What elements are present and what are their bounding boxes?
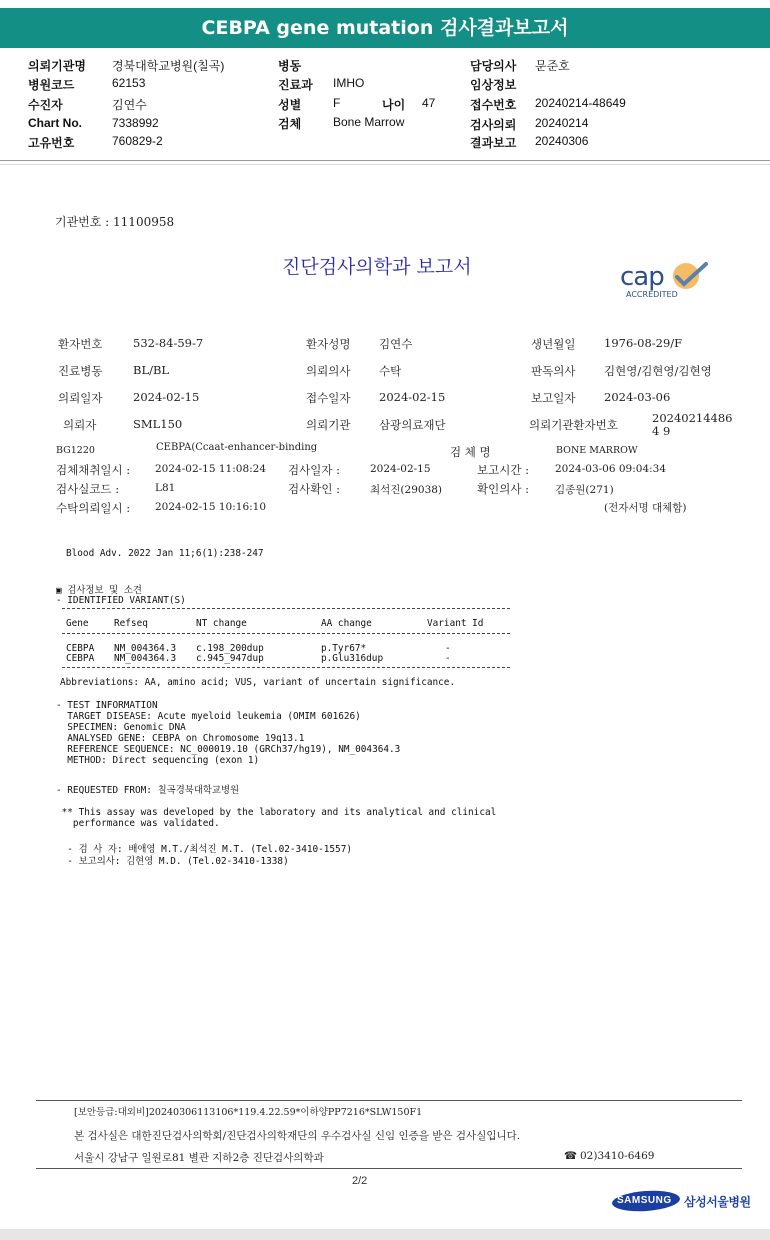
time-value: 2024-02-15 11:08:24 <box>155 463 267 475</box>
cell-aa-change: p.Tyr67* <box>321 643 367 654</box>
phone-number: 02)3410-6469 <box>580 1150 655 1162</box>
report-title-bar: CEBPA gene mutation 검사결과보고서 <box>0 8 770 48</box>
specimen-value: BONE MARROW <box>556 445 638 456</box>
test-info-line: SPECIMEN: Genomic DNA <box>56 722 186 733</box>
cell-nt-change: c.198_200dup <box>196 643 264 654</box>
page-number: 2/2 <box>352 1175 368 1187</box>
test-info-line: REFERENCE SEQUENCE: NC_000019.10 (GRCh37/hg19), NM_004364.3 <box>56 744 401 755</box>
header-label-ward: 병동 <box>278 59 302 73</box>
info-value: 김현영/김현영/김현영 <box>604 364 712 378</box>
assay-note: performance was validated. <box>56 818 220 829</box>
header-value-institution: 경북대학교병원(칠곡) <box>112 59 225 73</box>
info-value: 532-84-59-7 <box>133 336 204 350</box>
header-label-receipt-no: 접수번호 <box>470 98 517 112</box>
header-value-hospital-code: 62153 <box>112 76 146 90</box>
info-label: 의뢰자 <box>63 418 97 432</box>
time-label: 검사확인 : <box>288 482 340 496</box>
time-label: 보고시간 : <box>477 463 529 477</box>
header-value-chart-no: 7338992 <box>112 116 159 130</box>
info-label: 생년월일 <box>531 337 576 351</box>
header-label-department: 진료과 <box>278 78 313 92</box>
info-label: 환자번호 <box>58 337 103 351</box>
department-address: 서울시 강남구 일원로81 별관 지하2층 진단검사의학과 <box>74 1152 324 1164</box>
header-value-patient: 김연수 <box>112 98 147 112</box>
info-value: SML150 <box>133 417 183 431</box>
header-value-age: 47 <box>422 96 436 110</box>
cell-gene: CEBPA <box>66 643 95 654</box>
info-label: 의뢰의사 <box>306 364 351 378</box>
security-level: [보안등급:대외비]20240306113106*119.4.22.59*이하양PP7216*SLW150F1 <box>74 1107 423 1118</box>
cap-accredited-label: ACCREDITED <box>626 290 678 299</box>
time-value: 2024-03-06 09:04:34 <box>555 463 667 475</box>
table-header: Refseq <box>114 618 148 629</box>
test-code: BG1220 <box>56 445 95 456</box>
header-label-age: 나이 <box>382 98 406 112</box>
cell-gene: CEBPA <box>66 653 95 664</box>
table-rule <box>62 667 510 668</box>
table-header: Variant Id <box>427 618 484 629</box>
header-label-report-date: 결과보고 <box>470 136 517 150</box>
cell-refseq: NM_004364.3 <box>114 653 177 664</box>
test-info-line: TARGET DISEASE: Acute myeloid leukemia (OMIM 601626) <box>56 711 361 722</box>
header-label-hospital-code: 병원코드 <box>28 78 75 92</box>
test-info-line: - TEST INFORMATION <box>56 700 158 711</box>
assay-note: ** This assay was developed by the laboratory and its analytical and clinical <box>56 807 497 818</box>
cell-nt-change: c.945_947dup <box>196 653 264 664</box>
info-label: 의뢰기관 <box>306 418 351 432</box>
samsung-wordmark: SAMSUNG <box>617 1195 672 1206</box>
header-label-clinical-info: 임상정보 <box>470 78 517 92</box>
time-label: 검사일자 : <box>288 463 340 477</box>
header-value-sex: F <box>333 96 341 110</box>
test-name: CEBPA(Ccaat-enhancer-binding <box>156 442 318 453</box>
hospital-name: 삼성서울병원 <box>684 1195 751 1209</box>
staff-line: - 검 사 자: 배애영 M.T./최석진 M.T. (Tel.02-3410-1557) <box>56 844 352 855</box>
info-value: 수탁 <box>379 364 402 378</box>
table-rule <box>62 633 510 634</box>
test-info-line: ANALYSED GENE: CEBPA on Chromosome 19q13.1 <box>56 733 305 744</box>
info-label: 환자성명 <box>306 337 351 351</box>
table-header: AA change <box>321 618 372 629</box>
variant-section-title: - IDENTIFIED VARIANT(S) <box>56 595 186 606</box>
time-value: 최석진(29038) <box>370 484 443 496</box>
cell-aa-change: p.Glu316dup <box>321 653 384 664</box>
info-value: 삼광의료재단 <box>379 418 446 432</box>
header-divider-light <box>0 164 770 165</box>
header-value-doctor: 문준호 <box>535 59 570 73</box>
header-divider <box>0 160 770 161</box>
table-header: NT change <box>196 618 247 629</box>
header-label-chart-no: Chart No. <box>28 116 82 130</box>
header-value-department: IMHO <box>333 76 365 90</box>
table-header: Gene <box>66 618 89 629</box>
institution-number: 기관번호 : 11100958 <box>55 215 175 229</box>
header-value-unique-no: 760829-2 <box>112 134 163 148</box>
info-value: 김연수 <box>379 337 413 351</box>
staff-line: - 보고의사: 김현영 M.D. (Tel.02-3410-1338) <box>56 856 289 867</box>
reference-citation: Blood Adv. 2022 Jan 11;6(1):238-247 <box>66 548 264 559</box>
time-value: L81 <box>155 482 176 494</box>
info-value: 2024-03-06 <box>604 390 671 404</box>
header-label-sex: 성별 <box>278 98 302 112</box>
header-value-receipt-no: 20240214-48649 <box>535 96 626 110</box>
requested-from: - REQUESTED FROM: 칠곡경북대학교병원 <box>56 785 240 796</box>
header-value-specimen: Bone Marrow <box>333 115 405 129</box>
cap-word: cap <box>620 262 664 292</box>
header-label-institution: 의뢰기관명 <box>28 59 86 73</box>
samsung-logo <box>611 1190 681 1212</box>
specimen-label: 검 체 명 <box>450 445 491 459</box>
e-signature-note: (전자서명 대체함) <box>604 502 687 514</box>
cell-refseq: NM_004364.3 <box>114 643 177 654</box>
time-value: 2024-02-15 10:16:10 <box>155 501 267 513</box>
info-label: 의뢰일자 <box>58 391 103 405</box>
info-value: BL/BL <box>133 363 170 377</box>
time-label: 수탁의뢰일시 : <box>56 501 131 515</box>
page-bottom-band <box>0 1229 770 1240</box>
header-label-request-date: 검사의뢰 <box>470 118 517 132</box>
certification-note: 본 검사실은 대한진단검사의학회/진단검사의학재단의 우수검사실 신임 인증을 받은 검사실입니다. <box>74 1130 521 1142</box>
test-info-line: METHOD: Direct sequencing (exon 1) <box>56 755 260 766</box>
header-value-request-date: 20240214 <box>535 116 589 130</box>
header-value-report-date: 20240306 <box>535 134 589 148</box>
table-rule <box>62 608 510 609</box>
cap-accredited-logo <box>614 258 714 304</box>
info-label: 진료병동 <box>58 364 103 378</box>
phone-icon: ☎ <box>564 1150 578 1162</box>
info-label: 의뢰기관환자번호 <box>529 418 618 432</box>
footer-rule <box>36 1100 742 1101</box>
time-label: 확인의사 : <box>477 482 529 496</box>
time-value: 2024-02-15 <box>370 463 431 475</box>
header-label-patient: 수진자 <box>28 98 63 112</box>
info-value: 2024-02-15 <box>133 390 200 404</box>
header-label-doctor: 담당의사 <box>470 59 517 73</box>
info-value: 2024-02-15 <box>379 390 446 404</box>
abbreviations: Abbreviations: AA, amino acid; VUS, variant of uncertain significance. <box>60 677 456 688</box>
report-title: 진단검사의학과 보고서 <box>282 256 472 278</box>
time-value: 김종원(271) <box>555 484 614 496</box>
section-heading: ▣ 검사정보 및 소견 <box>56 585 142 596</box>
time-label: 검체채취일시 : <box>56 463 131 477</box>
footer-rule <box>36 1168 742 1169</box>
cell-variant-id: - <box>445 653 451 664</box>
info-label: 보고일자 <box>531 391 576 405</box>
header-label-specimen: 검체 <box>278 117 302 131</box>
cell-variant-id: - <box>445 643 451 654</box>
info-label: 판독의사 <box>531 364 576 378</box>
info-value: 202402144864 9 <box>652 411 733 438</box>
info-value: 1976-08-29/F <box>604 336 683 350</box>
info-label: 접수일자 <box>306 391 351 405</box>
time-label: 검사실코드 : <box>56 482 120 496</box>
header-label-unique-no: 고유번호 <box>28 136 75 150</box>
